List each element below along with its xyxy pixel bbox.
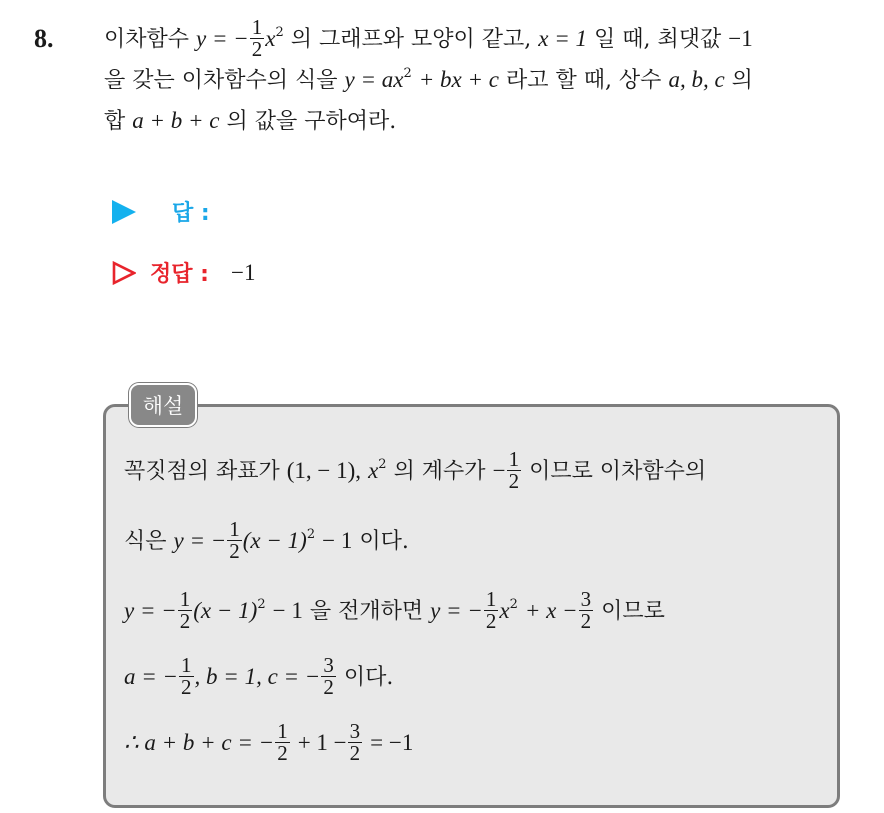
q2-text-b: 라고 할 때, 상수 — [505, 68, 662, 93]
q3-text-a: 합 — [104, 109, 126, 134]
question-line-3 — [104, 100, 874, 141]
s3-text-b: 이므로 — [601, 599, 665, 624]
correct-answer-label: 정답 : — [150, 262, 209, 287]
correct-answer-row — [112, 257, 255, 288]
s4-b-part: , b = 1, c = − — [194, 664, 321, 689]
q2-text-a: 을 갖는 이차함수의 식을 — [104, 68, 338, 93]
s3-fraction-1 — [178, 586, 193, 633]
s3-paren: (x − 1) — [193, 598, 258, 623]
s1-text-c: 이므로 이차함수의 — [529, 459, 707, 484]
q2-sup: 2 — [403, 66, 412, 81]
s1-text-b: 의 계수가 — [393, 459, 486, 484]
s5-mid: + 1 − — [297, 730, 347, 755]
q1-text-a: 이차함수 — [104, 27, 190, 52]
s1-text-a: 꼭짓점의 좌표가 — [124, 459, 280, 484]
s5-fraction-2 — [348, 718, 363, 765]
s3-sup2: 2 — [509, 597, 518, 612]
s3-sup1: 2 — [257, 597, 266, 612]
q1-eq-lhs: y = − — [196, 26, 249, 51]
q2-eq-rest: + bx + c — [418, 67, 499, 92]
q1-val: −1 — [728, 26, 753, 51]
s1-sup: 2 — [378, 457, 387, 472]
s2-text-a: 식은 — [124, 529, 167, 554]
solution-line-5 — [124, 718, 413, 768]
s3-frac2-den: 2 — [485, 608, 497, 633]
q2-text-c: 의 — [731, 68, 753, 93]
s3-frac1-num: 1 — [179, 586, 191, 611]
s5-frac2-den: 2 — [349, 740, 361, 765]
s2-rest: − 1 — [322, 528, 353, 553]
s2-text-b: 이다. — [359, 529, 409, 554]
q1-text-b: 의 그래프와 모양이 같고, — [290, 27, 532, 52]
s3-frac1-den: 2 — [179, 608, 191, 633]
s3-fraction-3 — [579, 586, 594, 633]
answer-play-icon — [112, 200, 136, 224]
s3-eq2: y = − — [430, 598, 483, 623]
s4-fraction-1 — [179, 652, 194, 699]
question-number: 8. — [34, 24, 54, 53]
s5-frac2-num: 3 — [349, 718, 361, 743]
s1-fraction — [507, 446, 522, 493]
s3-var: x — [499, 598, 510, 623]
q1-fraction — [250, 14, 265, 61]
s2-fraction — [227, 516, 242, 563]
solution-line-1 — [124, 446, 706, 496]
s1-neg: − — [492, 458, 506, 483]
q1-sup: 2 — [275, 25, 284, 40]
q2-consts: a, b, c — [668, 67, 725, 92]
q1-text-c: 일 때, 최댓값 — [594, 27, 722, 52]
question-line-2 — [104, 59, 874, 100]
q3-text-b: 의 값을 구하여라. — [226, 109, 397, 134]
s3-frac3-num: 3 — [580, 586, 592, 611]
q1-frac-num: 1 — [251, 14, 263, 39]
s1-frac-den: 2 — [508, 468, 520, 493]
s5-rhs: = −1 — [370, 730, 414, 755]
q2-eq-y: y = ax — [344, 67, 404, 92]
s2-paren: (x − 1) — [242, 528, 307, 553]
question-text — [104, 14, 874, 141]
q1-cond: x = 1 — [538, 26, 587, 51]
s3-text-a: 을 전개하면 — [309, 599, 424, 624]
s4-frac2-num: 3 — [323, 652, 334, 677]
s2-sup: 2 — [306, 527, 316, 542]
s4-frac1-num: 1 — [181, 652, 192, 677]
answer-row — [112, 196, 210, 227]
s4-frac2-den: 2 — [323, 674, 334, 699]
s3-eq1: y = − — [124, 598, 177, 623]
solution-line-4 — [124, 652, 393, 702]
solution-line-3 — [124, 586, 665, 636]
s2-eq: y = − — [173, 528, 227, 553]
s3-frac2-num: 1 — [485, 586, 497, 611]
solution-line-2 — [124, 516, 409, 566]
s4-text-b: 이다. — [343, 665, 394, 690]
s4-a-eq: a = − — [124, 664, 179, 689]
s1-coord: (1, − 1), — [286, 458, 362, 483]
s2-frac-num: 1 — [229, 516, 240, 541]
s5-lhs: ∴ a + b + c = − — [124, 730, 275, 755]
s3-fraction-2 — [484, 586, 499, 633]
correct-answer-outline-play-icon — [112, 261, 136, 285]
s3-mid: + x − — [524, 598, 578, 623]
s4-fraction-2 — [321, 652, 336, 699]
q1-var: x — [265, 26, 276, 51]
s5-frac1-num: 1 — [277, 718, 288, 743]
s3-rest1: − 1 — [272, 598, 303, 623]
s1-var: x — [368, 458, 379, 483]
s5-fraction-1 — [275, 718, 290, 765]
solution-tab: 해설 — [129, 383, 197, 427]
s2-frac-den: 2 — [229, 538, 240, 563]
s4-frac1-den: 2 — [181, 674, 192, 699]
correct-answer-value: −1 — [230, 259, 256, 285]
s1-frac-num: 1 — [508, 446, 520, 471]
q1-frac-den: 2 — [251, 36, 263, 61]
s5-frac1-den: 2 — [277, 740, 288, 765]
q3-sum: a + b + c — [132, 108, 220, 133]
question-line-1 — [104, 14, 874, 61]
s3-frac3-den: 2 — [580, 608, 592, 633]
answer-label: 답 : — [172, 201, 210, 226]
